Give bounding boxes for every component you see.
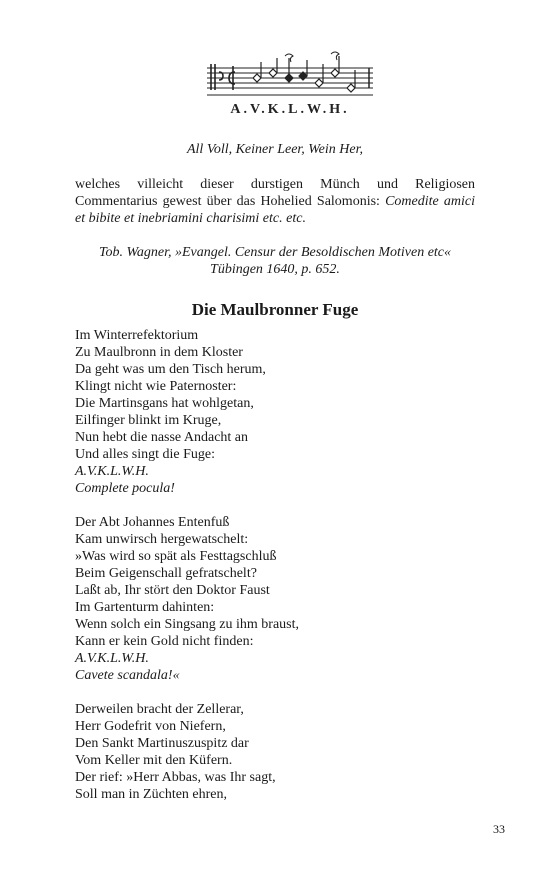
- poem-line: Der Abt Johannes Entenfuß: [75, 515, 230, 530]
- poem-line: Soll man in Züchten ehren,: [75, 787, 228, 802]
- music-staff-image: [205, 50, 375, 104]
- commentary-paragraph: [75, 176, 475, 227]
- poem-line: Im Gartenturm dahinten:: [75, 600, 215, 615]
- poem-line: »Was wird so spät als Festtagschluß: [75, 549, 277, 564]
- poem-line: Nun hebt die nasse Andacht an: [75, 430, 249, 445]
- poem-line: Der rief: »Herr Abbas, was Ihr sagt,: [75, 770, 276, 785]
- latin-quote: Comedite amici et bibite et inebriamini charisimi etc. etc.: [75, 194, 475, 226]
- poem-line: Eilfinger blinkt im Kruge,: [75, 413, 222, 428]
- poem-title: Die Maulbronner Fuge: [191, 300, 359, 319]
- refrain-line: A.V.K.L.W.H.: [75, 651, 149, 666]
- poem-line: Beim Geigenschall gefratschelt?: [75, 566, 257, 581]
- poem-line: Wenn solch ein Singsang zu ihm braust,: [75, 617, 300, 632]
- source-citation: Tob. Wagner, »Evangel. Censur der Besoldischen Motiven etc« Tübingen 1640, p. 652.: [98, 245, 452, 277]
- poem-line: Zu Maulbronn in dem Kloster: [75, 345, 243, 360]
- poem-line: Kann er kein Gold nicht finden:: [75, 634, 254, 649]
- poem-line: Und alles singt die Fuge:: [75, 447, 215, 462]
- refrain-line: Complete pocula!: [75, 481, 175, 496]
- motto-line: All Voll, Keiner Leer, Wein Her,: [186, 142, 364, 157]
- poem-line: Derweilen bracht der Zellerar,: [75, 702, 244, 717]
- poem-line: Klingt nicht wie Paternoster:: [75, 379, 237, 394]
- poem-line: Den Sankt Martinuszuspitz dar: [75, 736, 249, 751]
- poem-line: Im Winterrefektorium: [75, 328, 199, 343]
- poem-line: Die Martinsgans hat wohlgetan,: [75, 396, 254, 411]
- music-caption: A.V.K.L.W.H.: [230, 102, 350, 117]
- poem-line: Da geht was um den Tisch herum,: [75, 362, 266, 377]
- poem-line: Vom Keller mit den Küfern.: [75, 753, 233, 768]
- refrain-line: A.V.K.L.W.H.: [75, 464, 149, 479]
- commentary-text: welches villeicht dieser durstigen Münch und Religiosen Commentarius gewest über das Hohelied Salomonis:: [75, 177, 475, 209]
- stanza-3: [75, 701, 495, 803]
- poem-line: Laßt ab, Ihr stört den Doktor Faust: [75, 583, 270, 598]
- music-notation: [205, 50, 375, 122]
- stanza-1: [75, 327, 495, 497]
- poem-line: Herr Godefrit von Niefern,: [75, 719, 226, 734]
- stanza-2: [75, 514, 495, 684]
- poem-line: Kam unwirsch hergewatschelt:: [75, 532, 249, 547]
- poem-body: [75, 327, 495, 820]
- refrain-line: Cavete scandala!«: [75, 668, 180, 683]
- page-number: 33: [493, 822, 505, 836]
